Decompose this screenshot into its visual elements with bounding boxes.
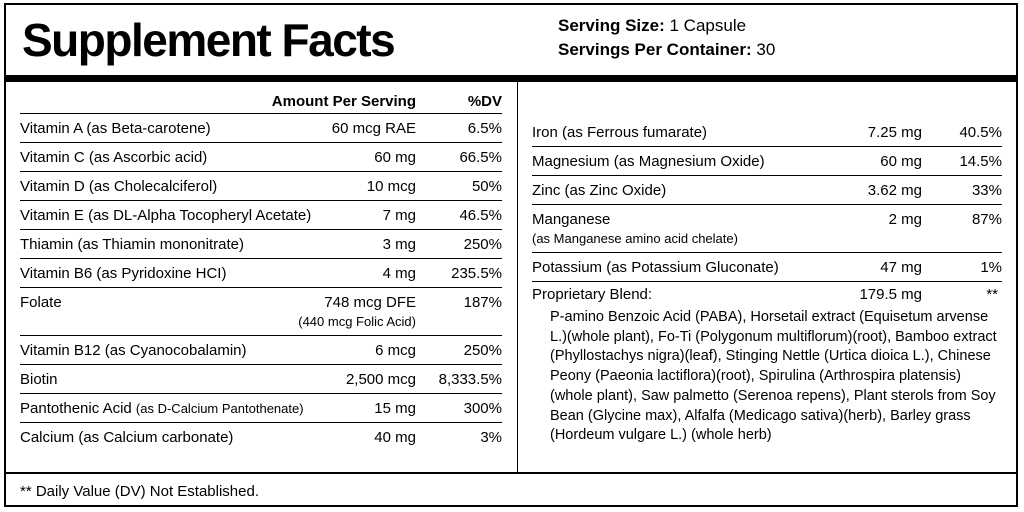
- nutrient-name: Vitamin D (as Cholecalciferol): [20, 178, 218, 195]
- serving-size: [558, 14, 775, 38]
- nutrient-name: [20, 400, 304, 417]
- nutrient-dv: 66.5%: [459, 149, 502, 166]
- nutrient-dv: 1%: [980, 259, 1002, 276]
- nutrient-name: Vitamin E (as DL-Alpha Tocopheryl Acetate): [20, 207, 312, 224]
- nutrient-name-sub: (as D-Calcium Pantothenate): [135, 401, 304, 416]
- serving-info: [558, 14, 775, 62]
- nutrient-amount: 60 mg: [374, 149, 416, 166]
- nutrient-dv: 6.5%: [467, 120, 502, 137]
- nutrient-dv: 33%: [971, 182, 1002, 199]
- footnote: ** Daily Value (DV) Not Established.: [20, 483, 259, 500]
- nutrient-amount: 748 mcg DFE: [324, 294, 416, 311]
- blend-name: Proprietary Blend:: [532, 286, 653, 303]
- nutrient-name: Vitamin B12 (as Cyanocobalamin): [20, 342, 247, 359]
- nutrient-amount: 2,500 mcg: [345, 371, 416, 388]
- serving-size-value: 1 Capsule: [669, 16, 747, 35]
- nutrient-amount: 60 mg: [880, 153, 922, 170]
- nutrient-name: Vitamin B6 (as Pyridoxine HCI): [20, 265, 227, 282]
- nutrient-row-vitamin-b6: [20, 259, 502, 288]
- nutrient-name: Potassium (as Potassium Gluconate): [532, 259, 779, 276]
- nutrient-name: Vitamin C (as Ascorbic acid): [20, 149, 208, 166]
- nutrient-amount: 3.62 mg: [867, 182, 922, 199]
- column-divider: [517, 82, 518, 473]
- servings-per-container-value: 30: [756, 40, 776, 59]
- nutrient-name: Magnesium (as Magnesium Oxide): [532, 153, 765, 170]
- nutrient-name: Biotin: [20, 371, 58, 388]
- nutrient-dv: 46.5%: [459, 207, 502, 224]
- nutrient-dv: 187%: [463, 294, 502, 311]
- nutrient-row-vitamin-a: [20, 114, 502, 143]
- nutrient-dv: 250%: [463, 342, 502, 359]
- serving-size-label: Serving Size:: [558, 16, 665, 35]
- nutrient-amount: 7 mg: [382, 207, 416, 224]
- nutrient-dv: 250%: [463, 236, 502, 253]
- column-header: [20, 89, 502, 114]
- amount-per-serving-header: Amount Per Serving: [271, 93, 416, 110]
- nutrient-name: Vitamin A (as Beta-carotene): [20, 120, 211, 137]
- bottom-divider: [6, 472, 1016, 474]
- nutrient-row-vitamin-b12: [20, 336, 502, 365]
- dv-header: %DV: [467, 93, 502, 110]
- nutrient-row-calcium: [20, 423, 502, 452]
- nutrient-name: Zinc (as Zinc Oxide): [532, 182, 667, 199]
- right-column: [532, 118, 1002, 444]
- nutrient-dv: 87%: [971, 211, 1002, 228]
- nutrient-row-vitamin-e: [20, 201, 502, 230]
- nutrient-amount: 3 mg: [382, 236, 416, 253]
- nutrient-row-magnesium: [532, 147, 1002, 176]
- thick-divider: [6, 75, 1016, 82]
- nutrient-row-iron: [532, 118, 1002, 147]
- nutrient-amount: 4 mg: [382, 265, 416, 282]
- nutrient-dv: 300%: [463, 400, 502, 417]
- nutrient-row-biotin: [20, 365, 502, 394]
- nutrient-dv: 40.5%: [959, 124, 1002, 141]
- nutrient-dv: 50%: [471, 178, 502, 195]
- nutrient-amount: 6 mcg: [375, 342, 416, 359]
- supplement-facts-label: [4, 3, 1018, 507]
- blend-dv: **: [986, 286, 998, 303]
- label-title: Supplement Facts: [22, 14, 395, 66]
- nutrient-dv: 235.5%: [451, 265, 502, 282]
- nutrient-row-vitamin-c: [20, 143, 502, 172]
- nutrient-amount: 47 mg: [880, 259, 922, 276]
- nutrient-row-vitamin-d: [20, 172, 502, 201]
- nutrient-note: (as Manganese amino acid chelate): [532, 231, 738, 246]
- nutrient-amount: 10 mcg: [366, 178, 416, 195]
- nutrient-amount: 15 mg: [374, 400, 416, 417]
- left-column: [20, 89, 502, 452]
- blend-ingredients: P-amino Benzoic Acid (PABA), Horsetail extract (Equisetum arvense L.)(whole plant), Fo-Ti (Polygonum multiflorum)(root), Bamboo extract (Phyllostachys nigra)(leaf), Stinging Nettle (Urtica dioica L.), Chinese Peony (Paeonia lactiflora)(root), Spirulina (Arthrospira platensis)(whole plant), Saw palmetto (Serenoa repens), Plant sterols from Soy Bean (Glycine max), Alfalfa (Medicago sativa)(herb), Barley grass (Hordeum vulgare L.) (whole herb): [550, 309, 997, 444]
- nutrient-name: Folate: [20, 294, 62, 311]
- nutrient-amount: 2 mg: [888, 211, 922, 228]
- nutrient-amount: 60 mcg RAE: [331, 120, 416, 137]
- nutrient-row-folate: [20, 288, 502, 336]
- nutrient-note: (440 mcg Folic Acid): [298, 314, 416, 329]
- nutrient-name: Calcium (as Calcium carbonate): [20, 429, 234, 446]
- nutrient-row-zinc: [532, 176, 1002, 205]
- nutrient-dv: 3%: [480, 429, 502, 446]
- nutrient-dv: 14.5%: [959, 153, 1002, 170]
- nutrient-amount: 40 mg: [374, 429, 416, 446]
- blend-amount: 179.5 mg: [859, 286, 922, 303]
- nutrient-name-main: Pantothenic Acid: [20, 400, 132, 417]
- servings-per-container: [558, 38, 775, 62]
- nutrient-name: Iron (as Ferrous fumarate): [532, 124, 708, 141]
- nutrient-row-manganese: [532, 205, 1002, 253]
- nutrient-dv: 8,333.5%: [438, 371, 502, 388]
- nutrient-row-pantothenic-acid: [20, 394, 502, 423]
- servings-per-container-label: Servings Per Container:: [558, 40, 752, 59]
- nutrient-name: Thiamin (as Thiamin mononitrate): [20, 236, 244, 253]
- nutrient-name: Manganese: [532, 211, 611, 228]
- nutrient-row-thiamin: [20, 230, 502, 259]
- nutrient-amount: 7.25 mg: [867, 124, 922, 141]
- nutrient-row-potassium: [532, 253, 1002, 282]
